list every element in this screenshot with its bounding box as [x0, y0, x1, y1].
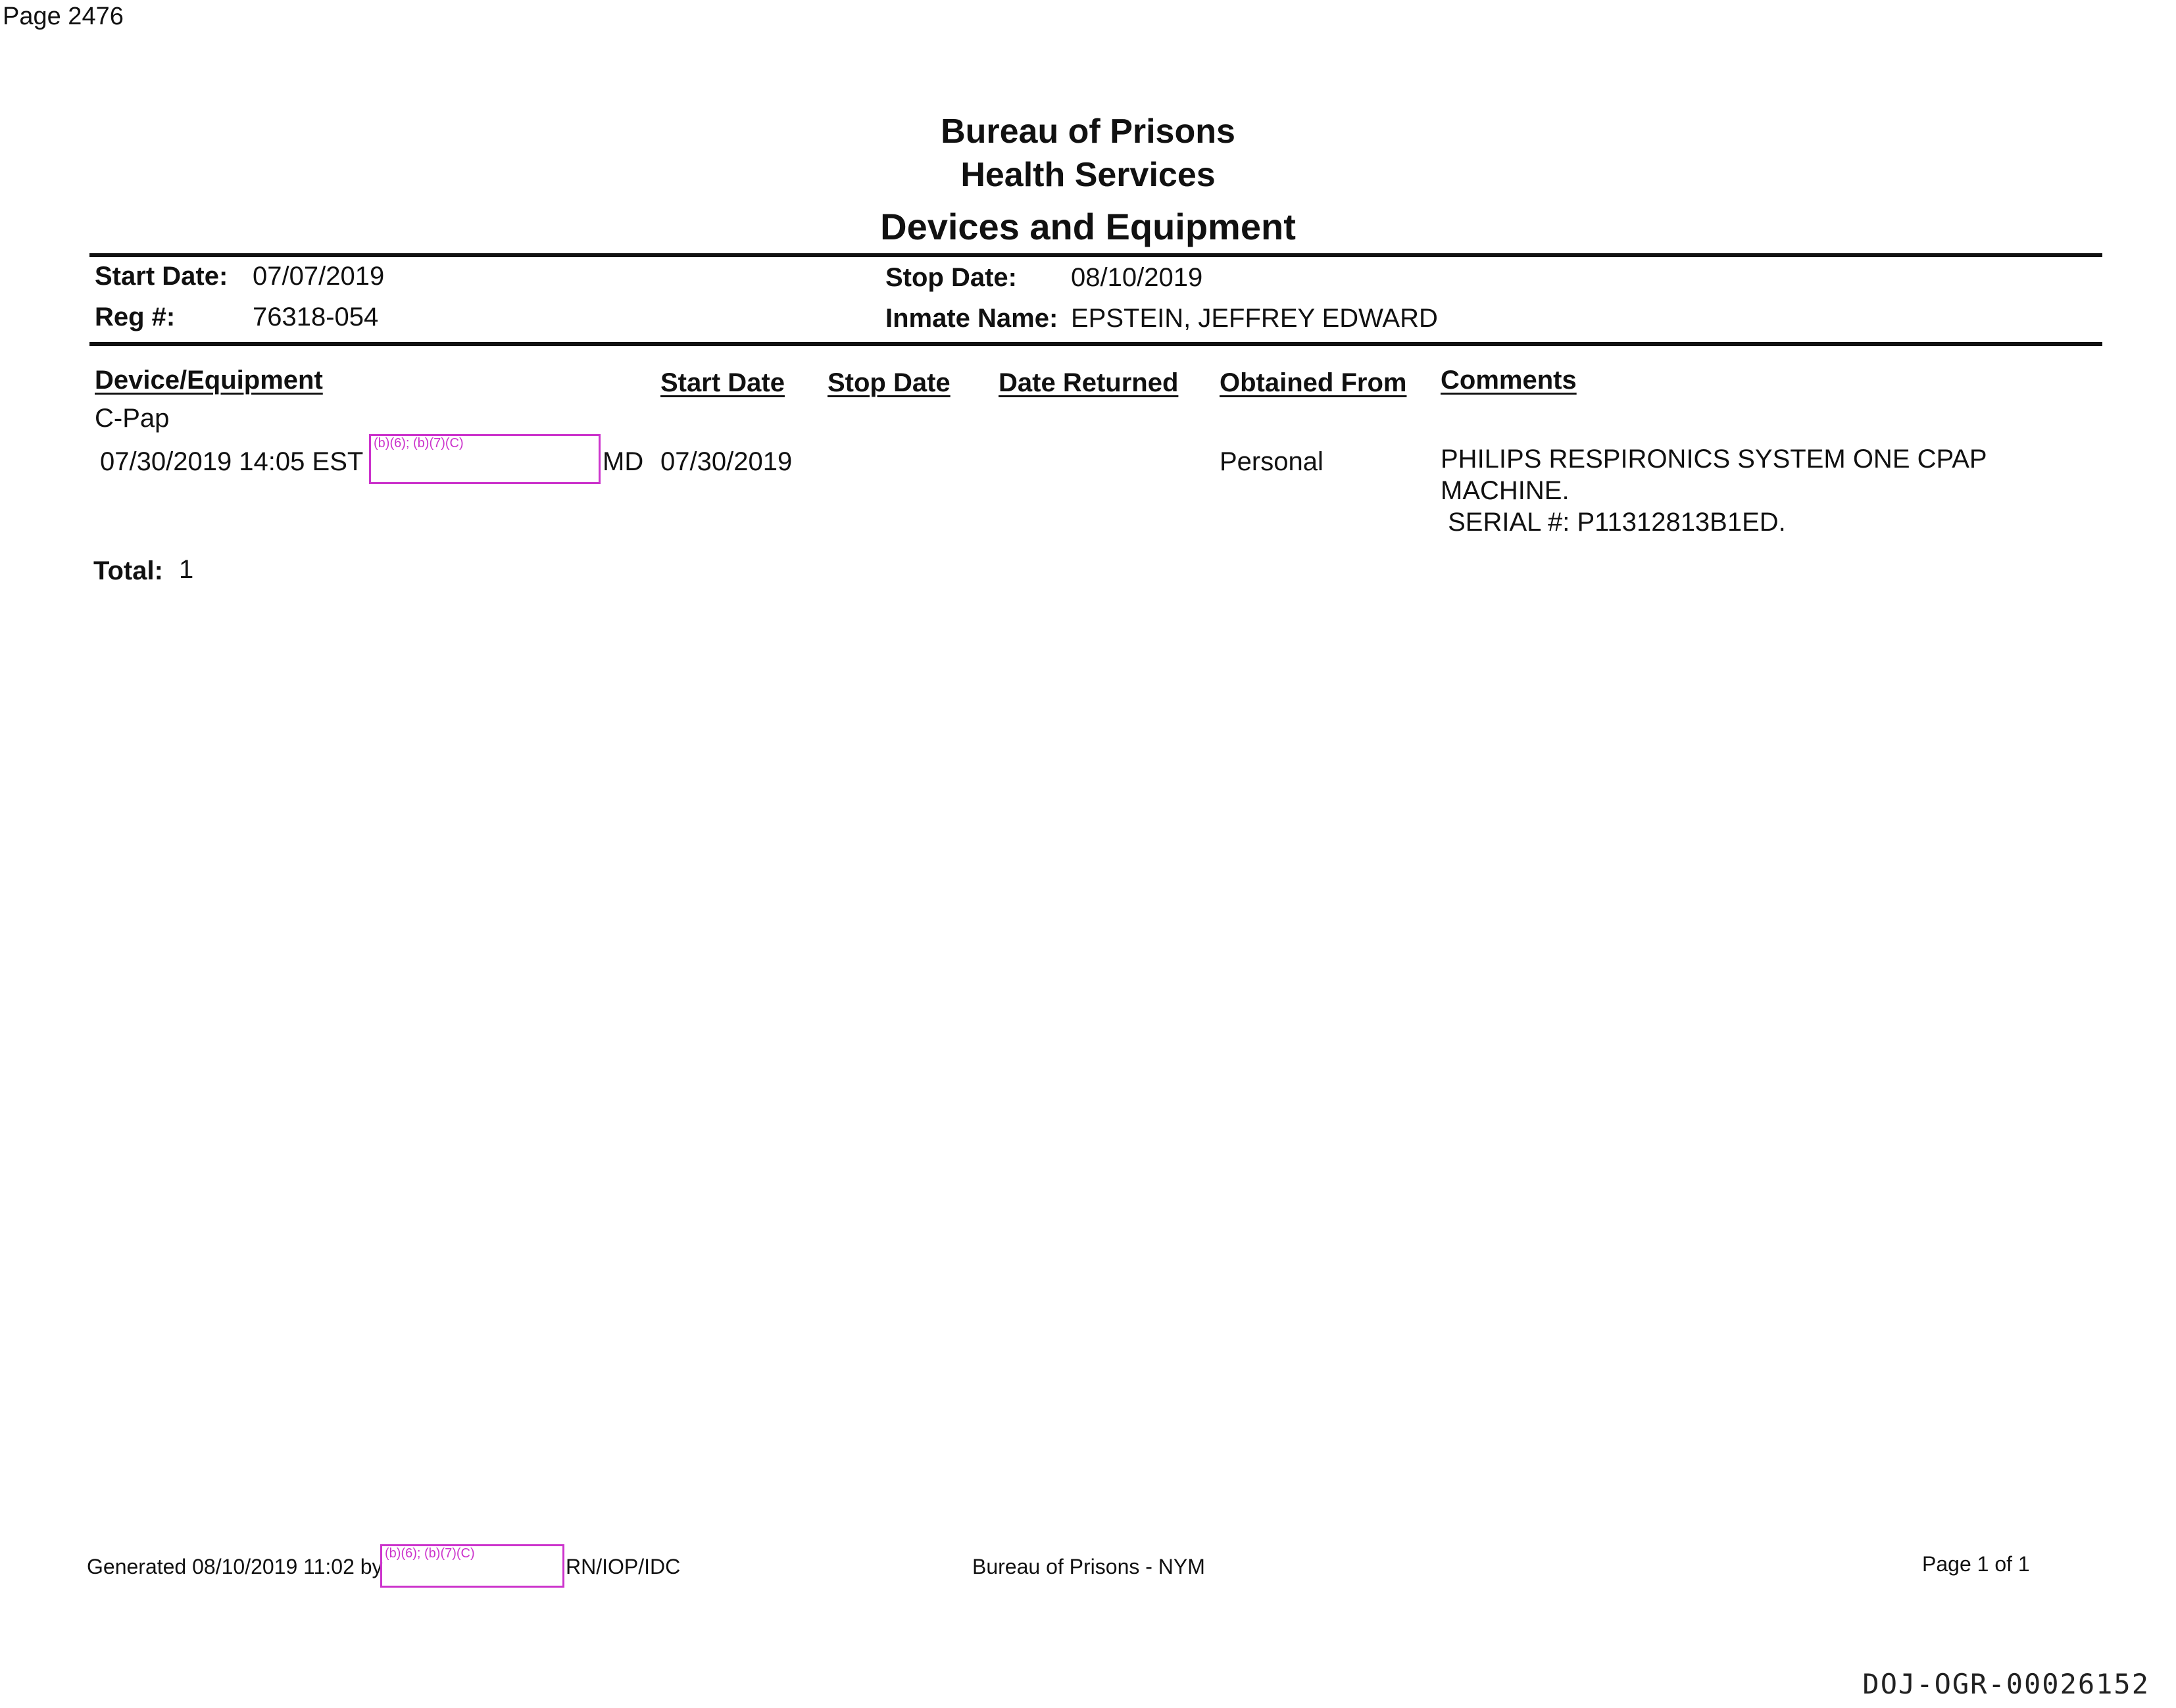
redaction-box: [369, 434, 601, 484]
footer-page-count: Page 1 of 1: [1922, 1552, 2030, 1576]
stop-date-value: 08/10/2019: [1071, 263, 1203, 292]
start-date-label: Start Date:: [95, 262, 228, 291]
dept-title: Health Services: [960, 156, 1216, 194]
row-obtained-from: Personal: [1220, 447, 1323, 476]
credential: MD: [603, 447, 644, 476]
col-device-equipment: Device/Equipment: [95, 366, 323, 395]
col-stop-date: Stop Date: [828, 368, 951, 397]
device-name: C-Pap: [95, 404, 170, 433]
total-value: 1: [179, 555, 194, 584]
col-comments: Comments: [1441, 366, 1577, 395]
total-label: Total:: [93, 556, 163, 585]
footer-credential: RN/IOP/IDC: [566, 1555, 681, 1578]
inmate-name-label: Inmate Name:: [885, 304, 1058, 333]
reg-value: 76318-054: [253, 303, 379, 331]
row-start-date: 07/30/2019: [660, 447, 793, 476]
footer-redaction-code: (b)(6); (b)(7)(C): [385, 1546, 475, 1561]
reg-label: Reg #:: [95, 303, 176, 331]
header-rule-bottom: [89, 342, 2102, 346]
start-date-value: 07/07/2019: [253, 262, 385, 291]
org-title: Bureau of Prisons: [941, 112, 1235, 151]
comment-line-3: SERIAL #: P11312813B1ED.: [1441, 508, 1786, 537]
col-obtained-from: Obtained From: [1220, 368, 1407, 397]
comment-line-1: PHILIPS RESPIRONICS SYSTEM ONE CPAP: [1441, 445, 1987, 474]
redaction-code: (b)(6); (b)(7)(C): [374, 436, 464, 451]
footer-redaction-box: [380, 1544, 564, 1588]
inmate-name-value: EPSTEIN, JEFFREY EDWARD: [1071, 304, 1438, 333]
footer-facility: Bureau of Prisons - NYM: [972, 1555, 1205, 1578]
comment-line-2: MACHINE.: [1441, 476, 1570, 505]
col-start-date: Start Date: [660, 368, 785, 397]
col-date-returned: Date Returned: [999, 368, 1179, 397]
entry-timestamp: 07/30/2019 14:05 EST: [100, 447, 364, 476]
header-rule-top: [89, 253, 2102, 257]
page-number: Page 2476: [3, 3, 124, 30]
bates-number: DOJ-OGR-00026152: [1862, 1668, 2150, 1700]
report-title: Devices and Equipment: [880, 206, 1296, 247]
stop-date-label: Stop Date:: [885, 263, 1017, 292]
footer-generated: Generated 08/10/2019 11:02 by: [87, 1555, 383, 1578]
